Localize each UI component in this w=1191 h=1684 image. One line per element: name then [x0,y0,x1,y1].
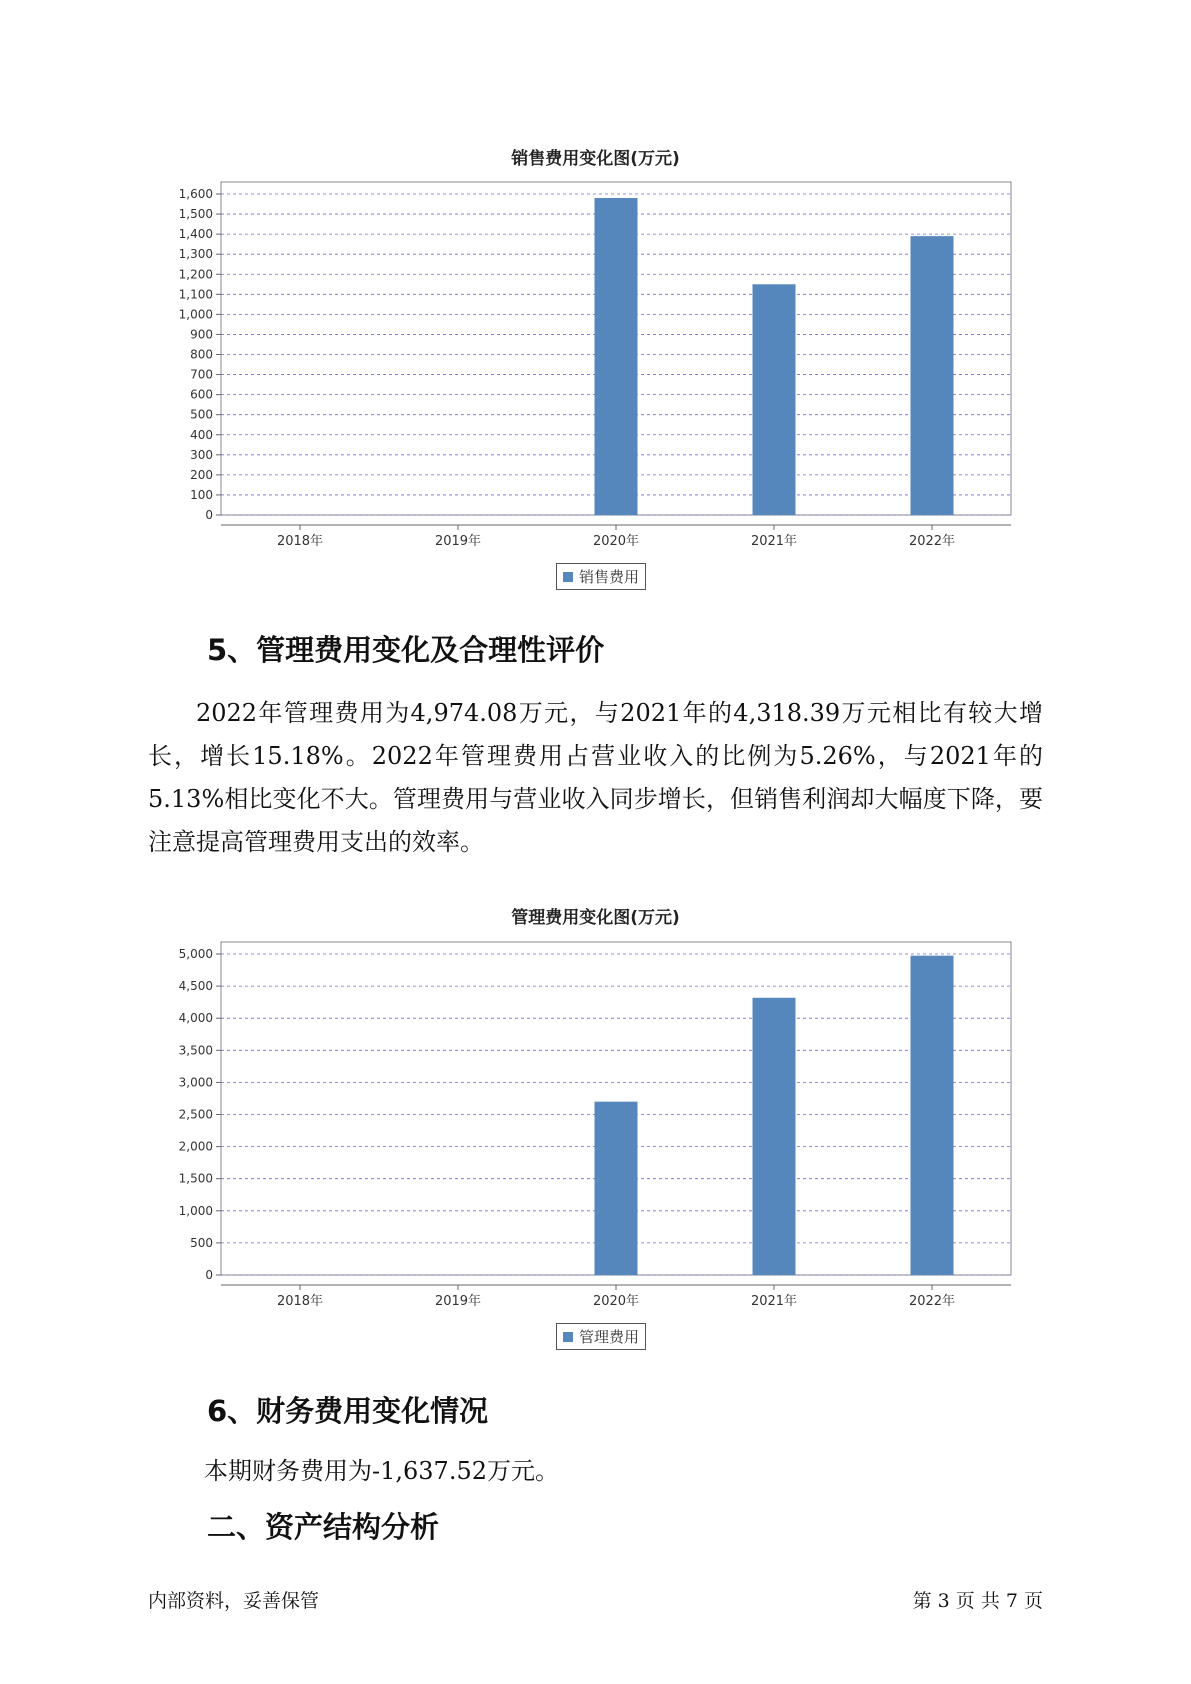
chart1-ytick-label: 700 [190,367,213,382]
chart2-ytick-label: 1,000 [178,1203,213,1218]
chart2-title: 管理费用变化图(万元) [511,908,680,928]
chart1-category-label: 2019年 [434,534,482,549]
section5-heading: 5、管理费用变化及合理性评价 [207,633,605,667]
chart2-legend [556,1323,646,1350]
chart1-ytick-label: 1,500 [178,207,213,222]
chart1-category-label: 2022年 [908,534,956,549]
chart1-ytick-label: 1,000 [178,307,213,322]
chart2-category-label: 2018年 [276,1294,324,1309]
legend-swatch [563,572,573,582]
chart2-category-label: 2021年 [750,1294,798,1309]
chart2-legend-label: 管理费用 [579,1328,640,1346]
chart1-ytick-label: 1,600 [178,187,213,201]
chart2-bar [595,1102,638,1275]
chart2-ytick-label: 3,500 [178,1043,213,1058]
footer-confidential: 内部资料，妥善保管 [148,1590,320,1612]
chart1-title: 销售费用变化图(万元) [511,149,680,169]
chart2-bar [911,956,954,1275]
chart1-bar [753,284,796,515]
chart1-ytick-label: 0 [205,508,213,522]
chart2-ytick-label: 2,500 [178,1107,213,1122]
admin-expense-chart [0,920,1191,1309]
chart1-ytick-label: 1,300 [178,247,213,262]
section6-heading: 6、财务费用变化情况 [207,1394,489,1428]
chart1-ytick-label: 400 [190,427,213,442]
chart1-legend-label: 销售费用 [579,568,640,586]
chart1-bar [595,198,638,515]
chart2-bar [753,998,796,1275]
chart1-ytick-label: 1,100 [178,287,213,302]
chart2-ytick-label: 2,000 [178,1139,213,1154]
chart2-category-label: 2020年 [592,1294,640,1309]
chart2-ytick-label: 500 [190,1235,213,1250]
chart1-ytick-label: 600 [190,387,213,402]
chart1-ytick-label: 1,200 [178,267,213,282]
chart1-ytick-label: 100 [190,487,213,502]
chart2-ytick-label: 0 [205,1268,213,1282]
section5-paragraph: 2022年管理费用为4,974.08万元，与2021年的4,318.39万元相比有较大增长，增长15.18%。2022年管理费用占营业收入的比例为5.26%，与2021年的5.13%相比变化不大。管理费用与营业收入同步增长，但销售利润却大幅度下降，要注意提高管理费用支出的效率。 [148,699,1043,856]
chart1-ytick-label: 500 [190,407,213,422]
chart1-category-label: 2020年 [592,534,640,549]
sales-expense-chart [0,160,1191,549]
chart1-ytick-label: 200 [190,467,213,482]
chart1-bar [911,236,954,515]
chart1-category-label: 2018年 [276,534,324,549]
chart2-category-label: 2022年 [908,1294,956,1309]
chart1-ytick-label: 1,400 [178,227,213,242]
chart2-ytick-label: 5,000 [178,947,213,961]
chart2-ytick-label: 3,000 [178,1075,213,1090]
chart2-ytick-label: 4,500 [178,979,213,994]
chart2-ytick-label: 1,500 [178,1171,213,1186]
chart2-category-label: 2019年 [434,1294,482,1309]
footer-page-number: 第 3 页 共 7 页 [912,1590,1043,1612]
chart1-category-label: 2021年 [750,534,798,549]
chart1-ytick-label: 800 [190,347,213,362]
chart1-ytick-label: 900 [190,327,213,342]
chart1-ytick-label: 300 [190,447,213,462]
section-two-heading: 二、资产结构分析 [207,1510,440,1544]
chart2-ytick-label: 4,000 [178,1011,213,1026]
section6-paragraph: 本期财务费用为-1,637.52万元。 [204,1457,559,1485]
legend-swatch [563,1332,573,1342]
chart1-legend [556,563,646,590]
